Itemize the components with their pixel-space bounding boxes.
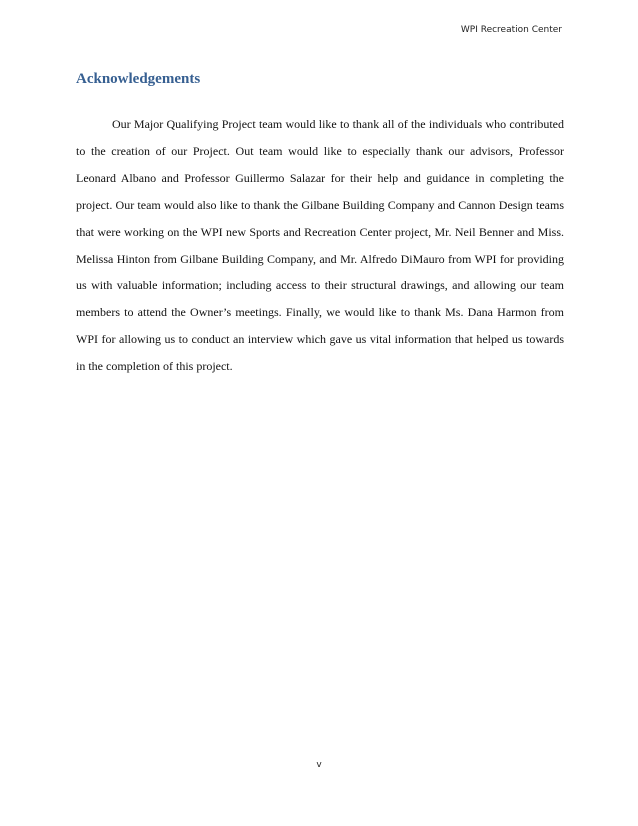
page-number: v: [316, 760, 322, 770]
acknowledgements-paragraph: Our Major Qualifying Project team would like to thank all of the individuals who contributed to the creation of our Project. Out team would like to especially thank our advisors, Professor Leonard Albano and Professor Guillermo Salazar for their help and guidance in completing the project. Our team would also like to thank the Gilbane Building Company and Cannon Design teams that were working on the WPI new Sports and Recreation Center project, Mr. Neil Benner and Miss. Melissa Hinton from Gilbane Building Company, and Mr. Alfredo DiMauro from WPI for providing us with valuable information; including access to their structural drawings, and allowing our team members to attend the Owner’s meetings. Finally, we would like to thank Ms. Dana Harmon from WPI for allowing us to conduct an interview which gave us vital information that helped us towards in the completion of this project.: [76, 117, 564, 374]
section-heading: Acknowledgements: [76, 71, 201, 87]
running-header: WPI Recreation Center: [460, 25, 562, 35]
